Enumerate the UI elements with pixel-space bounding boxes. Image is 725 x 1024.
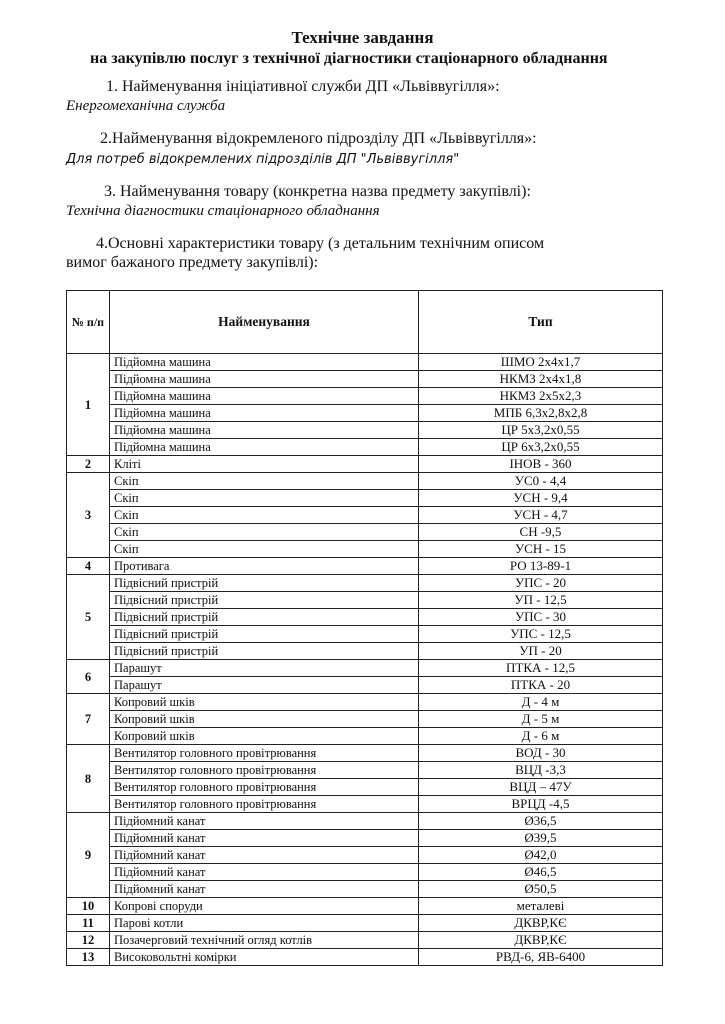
section-2-heading: 2.Найменування відокремленого підрозділу ДП «Львіввугілля»:: [100, 130, 537, 147]
item-type: УПС - 30: [419, 609, 663, 626]
item-name: Підвісний пристрій: [110, 592, 419, 609]
table-row: [67, 796, 663, 813]
item-type: РВД-6, ЯВ-6400: [419, 949, 663, 966]
table-row: [67, 779, 663, 796]
section-4-heading: 4.Основні характеристики товару (з детальним технічним описом: [96, 235, 545, 252]
section-1-answer: Енергомеханічна служба: [66, 98, 226, 114]
item-name: Вентилятор головного провітрювання: [110, 762, 419, 779]
item-type: ВОД - 30: [419, 745, 663, 762]
table-row: [67, 354, 663, 371]
row-number: 4: [67, 558, 110, 575]
table-row: [67, 490, 663, 507]
table-row: [67, 524, 663, 541]
item-type: Ø42,0: [419, 847, 663, 864]
row-number: 2: [67, 456, 110, 473]
item-type: ПТКА - 20: [419, 677, 663, 694]
section-1-heading: 1. Найменування ініціативної служби ДП «Львіввугілля»:: [106, 78, 500, 95]
section-3-heading: 3. Найменування товару (конкретна назва предмету закупівлі):: [104, 183, 531, 200]
item-type: ШМО 2х4х1,7: [419, 354, 663, 371]
table-row: [67, 456, 663, 473]
table-row: [67, 575, 663, 592]
item-name: Копровий шків: [110, 711, 419, 728]
item-type: УСН - 9,4: [419, 490, 663, 507]
table-row: [67, 932, 663, 949]
table-row: [67, 745, 663, 762]
item-type: Ø46,5: [419, 864, 663, 881]
table-row: [67, 694, 663, 711]
item-name: Підйомна машина: [110, 422, 419, 439]
row-number: 10: [67, 898, 110, 915]
item-name: Підйомний канат: [110, 864, 419, 881]
table-row: [67, 881, 663, 898]
item-name: Копровий шків: [110, 694, 419, 711]
row-number: 11: [67, 915, 110, 932]
item-type: РО 13-89-1: [419, 558, 663, 575]
item-name: Підйомна машина: [110, 405, 419, 422]
table-row: [67, 660, 663, 677]
table-row: [67, 915, 663, 932]
item-type: Ø36,5: [419, 813, 663, 830]
item-name: Підвісний пристрій: [110, 609, 419, 626]
table-row: [67, 864, 663, 881]
item-name: Скіп: [110, 507, 419, 524]
table-row: [67, 422, 663, 439]
item-type: ПТКА - 12,5: [419, 660, 663, 677]
table-row: [67, 847, 663, 864]
item-name: Підвісний пристрій: [110, 626, 419, 643]
section-2-answer: Для потреб відокремлених підрозділів ДП "Львіввугілля": [66, 152, 460, 167]
item-type: УП - 12,5: [419, 592, 663, 609]
item-type: НКМЗ 2х5х2,3: [419, 388, 663, 405]
row-number: 9: [67, 813, 110, 898]
item-name: Підйомний канат: [110, 830, 419, 847]
table-row: [67, 813, 663, 830]
item-name: Підйомна машина: [110, 371, 419, 388]
document-title: Технічне завдання: [291, 28, 434, 47]
item-name: Підйомний канат: [110, 813, 419, 830]
item-type: Д - 5 м: [419, 711, 663, 728]
item-name: Скіп: [110, 524, 419, 541]
item-name: Скіп: [110, 541, 419, 558]
item-type: НКМЗ 2х4х1,8: [419, 371, 663, 388]
item-type: УПС - 12,5: [419, 626, 663, 643]
item-type: ЦР 5х3,2х0,55: [419, 422, 663, 439]
item-name: Парашут: [110, 660, 419, 677]
item-name: Парашут: [110, 677, 419, 694]
item-name: Підйомна машина: [110, 439, 419, 456]
item-type: ЦР 6х3,2х0,55: [419, 439, 663, 456]
table-row: [67, 592, 663, 609]
header-name: Найменування: [110, 291, 419, 354]
document-subtitle: на закупівлю послуг з технічної діагностики стаціонарного обладнання: [90, 50, 608, 67]
item-type: ВЦД -3,3: [419, 762, 663, 779]
item-name: Копрові споруди: [110, 898, 419, 915]
table-row: [67, 541, 663, 558]
table-row: [67, 371, 663, 388]
item-type: Д - 4 м: [419, 694, 663, 711]
item-type: МПБ 6,3х2,8х2,8: [419, 405, 663, 422]
row-number: 12: [67, 932, 110, 949]
item-type: Ø50,5: [419, 881, 663, 898]
item-name: Копровий шків: [110, 728, 419, 745]
row-number: 5: [67, 575, 110, 660]
section-4-heading-cont: вимог бажаного предмету закупівлі):: [66, 254, 319, 271]
table-row: [67, 626, 663, 643]
item-name: Парові котли: [110, 915, 419, 932]
row-number: 7: [67, 694, 110, 745]
item-name: Позачерговий технічний огляд котлів: [110, 932, 419, 949]
item-type: металеві: [419, 898, 663, 915]
item-type: ВЦД – 47У: [419, 779, 663, 796]
item-type: ІНОВ - 360: [419, 456, 663, 473]
table-row: [67, 558, 663, 575]
table-row: [67, 830, 663, 847]
item-name: Високовольтні комірки: [110, 949, 419, 966]
item-name: Підйомна машина: [110, 388, 419, 405]
item-type: УС0 - 4,4: [419, 473, 663, 490]
item-type: ДКВР,КЄ: [419, 915, 663, 932]
item-type: СН -9,5: [419, 524, 663, 541]
table-row: [67, 507, 663, 524]
table-header-row: [67, 291, 663, 354]
item-type: ВРЦД -4,5: [419, 796, 663, 813]
table-body: [67, 354, 663, 966]
item-name: Скіп: [110, 473, 419, 490]
item-name: Підйомний канат: [110, 881, 419, 898]
table-row: [67, 762, 663, 779]
item-type: УП - 20: [419, 643, 663, 660]
item-name: Вентилятор головного провітрювання: [110, 779, 419, 796]
item-name: Підйомна машина: [110, 354, 419, 371]
table-row: [67, 439, 663, 456]
item-type: УСН - 4,7: [419, 507, 663, 524]
header-type: Тип: [419, 291, 663, 354]
header-num: № п/п: [67, 291, 110, 354]
table-row: [67, 405, 663, 422]
item-name: Противага: [110, 558, 419, 575]
row-number: 3: [67, 473, 110, 558]
characteristics-table: [66, 290, 663, 966]
table-row: [67, 473, 663, 490]
item-type: Д - 6 м: [419, 728, 663, 745]
table-row: [67, 388, 663, 405]
item-type: Ø39,5: [419, 830, 663, 847]
table-row: [67, 711, 663, 728]
item-name: Підйомний канат: [110, 847, 419, 864]
item-name: Вентилятор головного провітрювання: [110, 745, 419, 762]
section-3-answer: Технічна діагностики стаціонарного обладнання: [66, 203, 380, 219]
table-row: [67, 898, 663, 915]
item-type: ДКВР,КЄ: [419, 932, 663, 949]
item-name: Вентилятор головного провітрювання: [110, 796, 419, 813]
row-number: 6: [67, 660, 110, 694]
table-row: [67, 677, 663, 694]
row-number: 1: [67, 354, 110, 456]
item-name: Кліті: [110, 456, 419, 473]
item-type: УПС - 20: [419, 575, 663, 592]
item-name: Підвісний пристрій: [110, 643, 419, 660]
item-name: Скіп: [110, 490, 419, 507]
table-row: [67, 949, 663, 966]
table-row: [67, 728, 663, 745]
table-row: [67, 643, 663, 660]
row-number: 13: [67, 949, 110, 966]
item-name: Підвісний пристрій: [110, 575, 419, 592]
item-type: УСН - 15: [419, 541, 663, 558]
row-number: 8: [67, 745, 110, 813]
table-row: [67, 609, 663, 626]
